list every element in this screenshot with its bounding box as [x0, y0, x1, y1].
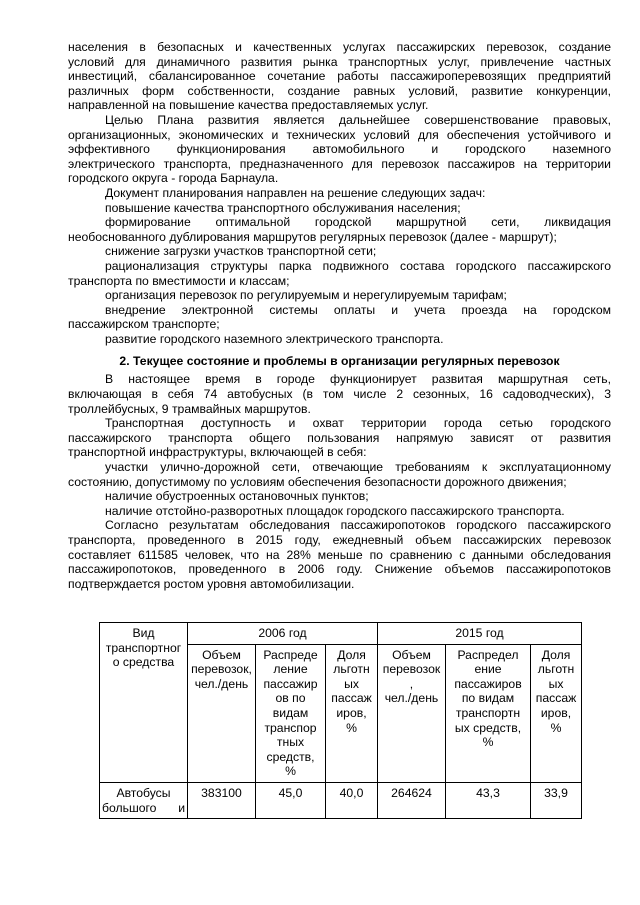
subheader-cell: [446, 644, 531, 782]
row-vehicle-name-part: большого: [102, 800, 157, 815]
subheader-cell: [531, 644, 582, 782]
paragraph-line: Целью Плана развития является дальнейшее совершенствование правовых,: [105, 112, 611, 127]
paragraph-line: электрического транспорта, предназначенного для перевозок пассажиров на территории: [68, 156, 611, 171]
subheader-cell-line: Доля: [337, 647, 366, 662]
subheader-cell-line: пассажир: [263, 676, 318, 691]
paragraph-line: В настоящее время в городе функционирует развитая маршрутная сеть,: [105, 372, 611, 387]
subheader-cell-line: %: [346, 720, 357, 735]
subheader-cell-line: тных: [276, 735, 305, 750]
paragraph-line: включающая в себя 74 автобусных (в том числе 2 сезонных, 16 садоводческих), 3: [68, 387, 611, 402]
paragraph-line: внедрение электронной системы оплаты и учета проезда на городском: [105, 302, 611, 317]
subheader-cell-line: %: [550, 720, 562, 735]
paragraph-line: Транспортная доступность и охват территории города сетью городского: [105, 416, 611, 431]
subheader-cell-line: пассажиров: [454, 676, 522, 691]
subheader-cell-line: по видам: [461, 691, 515, 706]
subheader-cell-line: пассаж: [331, 691, 372, 706]
paragraph-line: подтверждается ростом уровня автомобилизации.: [68, 576, 355, 591]
header-vehicle-type-line: транспортног: [105, 640, 182, 655]
paragraph-line: рационализация структуры парка подвижного состава городского пассажирского: [105, 258, 611, 273]
subheader-cell: [326, 644, 378, 782]
cell-2006-benefit: 40,0: [326, 782, 378, 818]
subheader-cell-line: Объем: [392, 647, 431, 662]
paragraph-line: наличие отстойно-разворотных площадок городского пассажирского транспорта.: [105, 503, 565, 518]
section-body-block: [68, 372, 611, 591]
subheader-cell-line: льготн: [537, 662, 575, 677]
subheader-cell-line: Распреде: [263, 647, 318, 662]
subheader-cell-line: пассаж: [535, 691, 577, 706]
paragraph-line: формирование оптимальной городской маршрутной сети, ликвидация: [105, 215, 611, 230]
subheader-cell-line: видам: [272, 705, 309, 720]
paragraph-line: повышение качества транспортного обслуживания населения;: [105, 200, 461, 215]
subheader-cell: [378, 644, 446, 782]
subheader-cell-line: льготн: [333, 662, 370, 677]
document-page: [68, 40, 611, 591]
subheader-cell-line: средств,: [266, 749, 315, 764]
row-vehicle-name-line: Автобусы: [116, 785, 171, 800]
row-vehicle-name-line: [102, 801, 185, 816]
subheader-cell-line: транспортн: [455, 705, 521, 720]
paragraph-line: наличие обустроенных остановочных пунктов;: [105, 489, 369, 504]
header-year-2006: 2006 год: [188, 623, 378, 645]
paragraph-line: Документ планирования направлен на решение следующих задач:: [105, 185, 486, 200]
subheader-cell-line: иров,: [336, 705, 367, 720]
paragraph-line: участки улично-дорожной сети, отвечающие требованиям к эксплуатационному: [105, 460, 611, 475]
subheader-cell-line: перевозок,: [191, 662, 252, 677]
paragraph-line: организационных, экономических и технических условий для обеспечения устойчивого и: [68, 127, 611, 142]
cell-2015-share: 43,3: [446, 782, 531, 818]
plan-goals-block: [68, 40, 611, 346]
paragraph-line: транспорта по вместимости и классам;: [68, 273, 290, 288]
paragraph-line: пассажирском транспорте;: [68, 317, 220, 332]
subheader-cell-line: ов по: [275, 691, 306, 706]
paragraph-line: инвестиций, сбалансированное сочетание работы пассажироперевозящих предприятий: [68, 69, 611, 84]
subheader-cell-line: ение: [474, 662, 502, 677]
subheader-cell-line: ,: [409, 676, 414, 691]
subheader-cell-line: ых: [548, 676, 564, 691]
cell-2015-benefit: 33,9: [531, 782, 582, 818]
subheader-cell-line: ление: [273, 662, 308, 677]
header-vehicle-type-line: Вид: [132, 626, 155, 640]
header-vehicle-type-line: о средства: [112, 655, 175, 670]
subheader-cell-line: Доля: [541, 647, 571, 662]
subheader-cell-line: транспор: [264, 720, 317, 735]
subheader-cell-line: Распредел: [457, 647, 519, 662]
subheader-cell-line: Объем: [202, 647, 241, 662]
paragraph-line: Согласно результатам обследования пассажиропотоков городского пассажирского: [105, 518, 611, 533]
subheader-cell-line: чел./день: [194, 676, 249, 691]
paragraph-line: организация перевозок по регулируемым и нерегулируемым тарифам;: [105, 288, 507, 303]
paragraph-line: развитие городского наземного электрического транспорта.: [105, 331, 444, 346]
paragraph-line: состоянию, допустимому по условиям обеспечения безопасности дорожного движения;: [68, 474, 567, 489]
paragraph-line: эффективного функционирования автомобильного и городского наземного: [68, 142, 611, 157]
table-header-row: [100, 623, 582, 645]
section-heading: 2. Текущее состояние и проблемы в организации регулярных перевозок: [119, 354, 560, 369]
cell-2006-share: 45,0: [256, 782, 326, 818]
subheader-cell-line: ых средств,: [454, 720, 522, 735]
subheader-cell-line: чел./день: [384, 691, 439, 706]
paragraph-line: пассажиропотоков, проведенного в 2006 году. Снижение объемов пассажиропотоков: [68, 562, 611, 577]
paragraph-line: городского округа - города Барнаула.: [68, 171, 279, 186]
header-vehicle-type: [100, 623, 188, 783]
subheader-cell-line: ых: [344, 676, 359, 691]
paragraph-line: необоснованного дублирования маршрутов регулярных перевозок (далее - маршрут);: [68, 229, 557, 244]
subheader-cell-line: перевозок: [382, 662, 441, 677]
subheader-cell: [188, 644, 256, 782]
paragraph-line: различных форм собственности, создание равных условий, развитие конкуренции,: [68, 83, 611, 98]
row-vehicle-name-part: и: [178, 800, 185, 815]
passenger-traffic-table: [99, 622, 582, 819]
paragraph-line: снижение загрузки участков транспортной сети;: [105, 244, 377, 259]
paragraph-line: составляет 611585 человек, что на 28% меньше по сравнению с данными обследования: [68, 547, 611, 562]
paragraph-line: транспортной инфраструктуры, включающей в себя:: [68, 445, 367, 460]
paragraph-line: населения в безопасных и качественных услугах пассажирских перевозок, создание: [68, 40, 611, 54]
header-year-2015: 2015 год: [378, 623, 582, 645]
subheader-cell-line: иров,: [540, 705, 572, 720]
paragraph-line: условий для динамичного развития рынка транспортных услуг, привлечение частных: [68, 54, 611, 69]
subheader-cell: [256, 644, 326, 782]
paragraph-line: троллейбусных, 9 трамвайных маршрутов.: [68, 401, 311, 416]
paragraph-line: транспорта, проведенного в 2015 году, ежедневный объем пассажирских перевозок: [68, 533, 611, 547]
subheader-cell-line: %: [285, 764, 296, 779]
subheader-cell-line: %: [482, 735, 494, 750]
table-row: [100, 782, 582, 818]
paragraph-line: направленной на повышение качества предоставляемых услуг.: [68, 98, 429, 113]
paragraph-line: пассажирского транспорта общего пользования напрямую зависят от развития: [68, 430, 611, 445]
row-vehicle-name: [100, 782, 188, 818]
cell-2015-volume: 264624: [378, 782, 446, 818]
cell-2006-volume: 383100: [188, 782, 256, 818]
